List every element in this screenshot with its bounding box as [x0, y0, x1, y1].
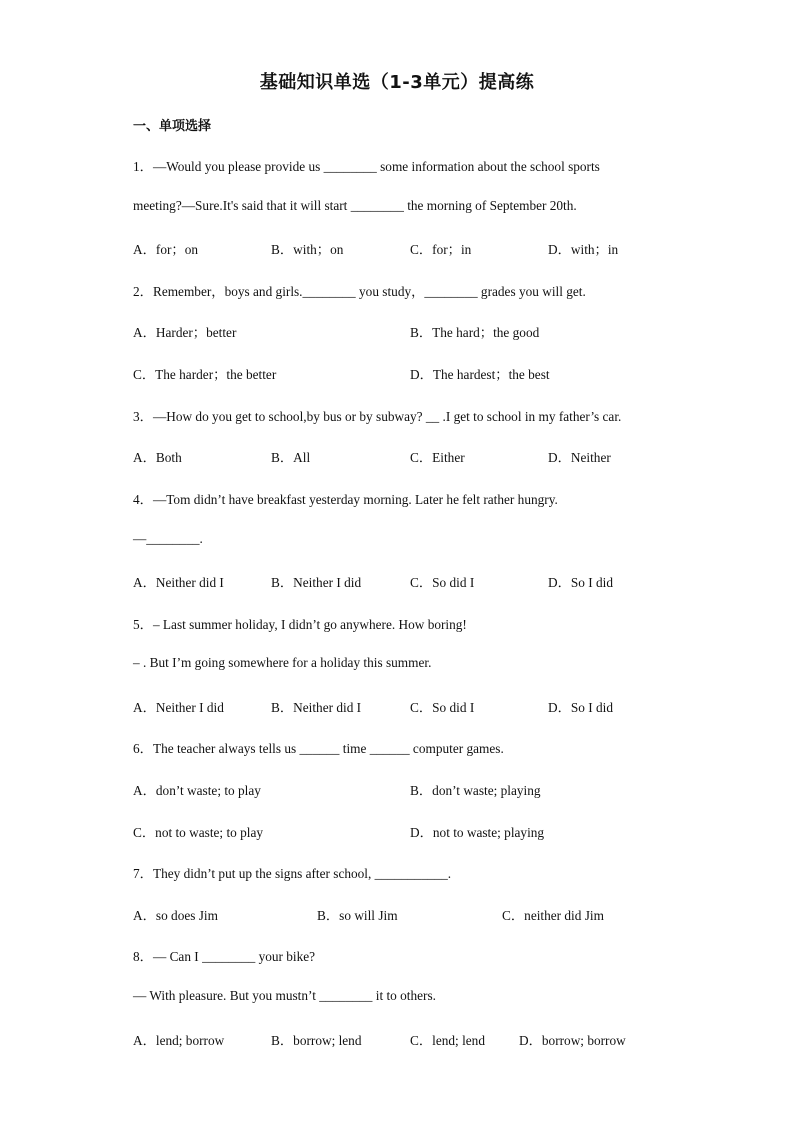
question-8-option-c[interactable]: C．lend; lend: [410, 1033, 485, 1048]
question-4-option-b[interactable]: B．Neither I did: [271, 575, 362, 590]
question-7-option-a[interactable]: A．so does Jim: [133, 908, 218, 923]
question-2-option-d[interactable]: D．The hardest；the best: [410, 367, 550, 382]
question-5-option-d[interactable]: D．So I did: [548, 700, 614, 715]
question-1-stem-line-2: meeting?—Sure.It's said that it will start ________ the morning of September 20th.: [133, 198, 577, 213]
question-8-option-a[interactable]: A．lend; borrow: [133, 1033, 225, 1048]
question-2-stem: 2．Remember，boys and girls.________ you study，________ grades you will get.: [133, 284, 586, 299]
question-6-option-b[interactable]: B．don’t waste; playing: [410, 783, 541, 798]
question-3-stem: 3．—How do you get to school,by bus or by subway? __ .I get to school in my father’s car.: [133, 409, 622, 424]
question-3-option-a[interactable]: A．Both: [133, 450, 182, 465]
question-6-stem: 6．The teacher always tells us ______ time ______ computer games.: [133, 741, 504, 756]
question-5-option-b[interactable]: B．Neither did I: [271, 700, 362, 715]
question-1-option-b[interactable]: B．with；on: [271, 242, 344, 257]
question-8-stem-line-2: — With pleasure. But you mustn’t ________ it to others.: [133, 988, 436, 1003]
question-6-option-c[interactable]: C．not to waste; to play: [133, 825, 264, 840]
question-1-option-c[interactable]: C．for；in: [410, 242, 472, 257]
question-8-option-d[interactable]: D．borrow; borrow: [519, 1033, 626, 1048]
question-5-option-a[interactable]: A．Neither I did: [133, 700, 224, 715]
question-1-option-a[interactable]: A．for；on: [133, 242, 198, 257]
question-4-stem-line-1: 4．—Tom didn’t have breakfast yesterday morning. Later he felt rather hungry.: [133, 492, 558, 507]
question-4-option-d[interactable]: D．So I did: [548, 575, 614, 590]
question-3-option-d[interactable]: D．Neither: [548, 450, 611, 465]
question-3-option-c[interactable]: C．Either: [410, 450, 465, 465]
section-heading: 一、单项选择: [133, 119, 212, 134]
question-5-stem-line-1: 5．– Last summer holiday, I didn’t go anywhere. How boring!: [133, 617, 467, 632]
question-8-option-b[interactable]: B．borrow; lend: [271, 1033, 362, 1048]
question-5-stem-line-2: – . But I’m going somewhere for a holiday this summer.: [133, 655, 432, 670]
question-7-stem: 7．They didn’t put up the signs after school, ___________.: [133, 866, 452, 881]
question-6-option-d[interactable]: D．not to waste; playing: [410, 825, 545, 840]
question-3-option-b[interactable]: B．All: [271, 450, 311, 465]
question-8-stem-line-1: 8．— Can I ________ your bike?: [133, 949, 316, 964]
question-2-option-b[interactable]: B．The hard；the good: [410, 325, 540, 340]
question-2-option-a[interactable]: A．Harder；better: [133, 325, 237, 340]
question-4-option-a[interactable]: A．Neither did I: [133, 575, 224, 590]
question-1-stem-line-1: 1．—Would you please provide us ________ some information about the school sports: [133, 159, 600, 174]
question-1-option-d[interactable]: D．with；in: [548, 242, 619, 257]
question-7-option-b[interactable]: B．so will Jim: [317, 908, 398, 923]
question-7-option-c[interactable]: C．neither did Jim: [502, 908, 604, 923]
question-4-option-c[interactable]: C．So did I: [410, 575, 475, 590]
question-2-option-c[interactable]: C．The harder；the better: [133, 367, 277, 382]
question-5-option-c[interactable]: C．So did I: [410, 700, 475, 715]
page-title: 基础知识单选（1-3单元）提高练: [259, 72, 535, 93]
question-6-option-a[interactable]: A．don’t waste; to play: [133, 783, 261, 798]
question-4-stem-line-2: —________.: [133, 531, 203, 546]
